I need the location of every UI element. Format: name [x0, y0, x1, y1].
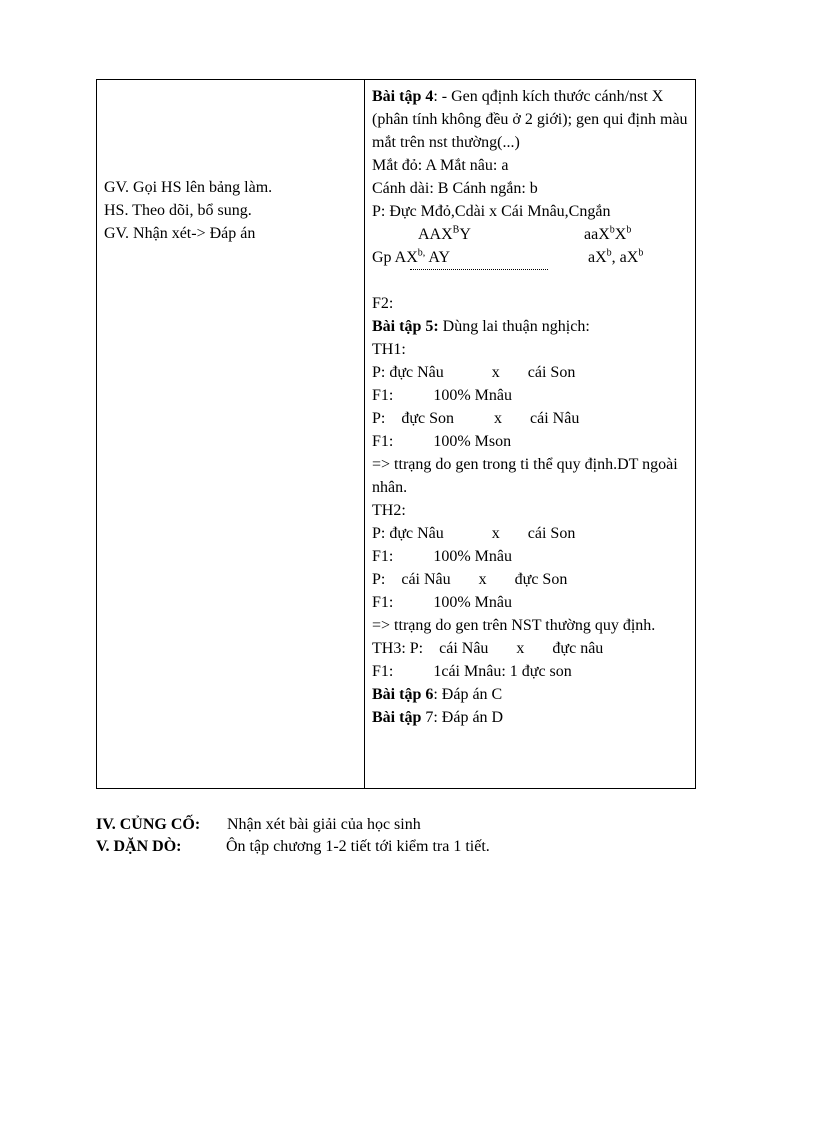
ex4-line: Mắt đỏ: A Mắt nâu: a: [372, 157, 509, 174]
teacher-activity-column: [104, 176, 272, 245]
dotted-line: [410, 269, 548, 270]
ex5-line: TH3: P: cái Nâu x đực nâu: [372, 640, 604, 657]
ex5-line: F1: 100% Mnâu: [372, 387, 512, 404]
p-male-genotype: $AAX^BY$: [418, 224, 471, 243]
lesson-footer: [96, 814, 490, 858]
dotted-line-area: [372, 269, 694, 281]
ex5-line: P: đực Son x cái Nâu: [372, 410, 580, 427]
ex5-line: TH2:: [372, 502, 406, 519]
ex4-line: Cánh dài: B Cánh ngắn: b: [372, 180, 538, 197]
gp-male: Gp $AX^{b,}$ AY: [372, 247, 451, 266]
exercise-5-title: Bài tập 5:: [372, 318, 439, 335]
ex5-line: TH1:: [372, 341, 406, 358]
ex5-conclusion-1: => ttrạng do gen trong ti thể quy định.DT ngoài nhân.: [372, 456, 678, 496]
exercise-6-title: Bài tập 6: [372, 686, 434, 703]
exercise-4-title: Bài tập 4: [372, 88, 434, 105]
cungco-text: Nhận xét bài giải của học sinh: [227, 816, 421, 833]
cungco-row: [96, 814, 490, 836]
ex4-f2: F2:: [372, 295, 394, 312]
exercise-4-text: : - Gen qđịnh kích thước cánh/nst X (phân tính không đều ở 2 giới); gen qui định màu mắt trên nst thường(...): [372, 88, 688, 151]
dando-label: V. DẶN DÒ:: [96, 838, 182, 855]
exercise-6: Bài tập 6: Đáp án C: [372, 686, 503, 703]
exercise-7-title: Bài tập: [372, 709, 422, 726]
exercise-5-intro: Bài tập 5: Dùng lai thuận nghịch:: [372, 318, 590, 335]
ex5-line: P: đực Nâu x cái Son: [372, 364, 576, 381]
column-divider: [364, 80, 365, 788]
cungco-label: IV. CỦNG CỐ:: [96, 816, 201, 833]
ex5-line: P: cái Nâu x đực Son: [372, 571, 568, 588]
exercise-7: Bài tập 7: Đáp án D: [372, 709, 504, 726]
ex4-genotype-line: [372, 223, 694, 246]
exercise-4-intro: [372, 85, 694, 154]
ex5-line: F1: 1cái Mnâu: 1 đực son: [372, 663, 572, 680]
dando-row: [96, 836, 490, 858]
ex5-line: F1: 100% Mnâu: [372, 594, 512, 611]
left-line: GV. Nhận xét-> Đáp án: [104, 225, 256, 242]
left-line: HS. Theo dõi, bổ sung.: [104, 202, 252, 219]
p-female-genotype: $aaX^bX^b$: [584, 224, 632, 243]
gp-female: $aX^b$, $aX^b$: [588, 247, 644, 266]
content-column: [372, 85, 694, 729]
dando-text: Ôn tập chương 1-2 tiết tới kiểm tra 1 tiết.: [226, 838, 490, 855]
ex4-gamete-line: [372, 246, 694, 269]
ex5-line: F1: 100% Mnâu: [372, 548, 512, 565]
content-table: [96, 79, 696, 789]
ex4-line: P: Đực Mđỏ,Cdài x Cái Mnâu,Cngắn: [372, 203, 611, 220]
left-line: GV. Gọi HS lên bảng làm.: [104, 179, 273, 196]
ex5-conclusion-2: => ttrạng do gen trên NST thường quy định.: [372, 617, 656, 634]
ex5-line: P: đực Nâu x cái Son: [372, 525, 576, 542]
ex5-line: F1: 100% Mson: [372, 433, 512, 450]
